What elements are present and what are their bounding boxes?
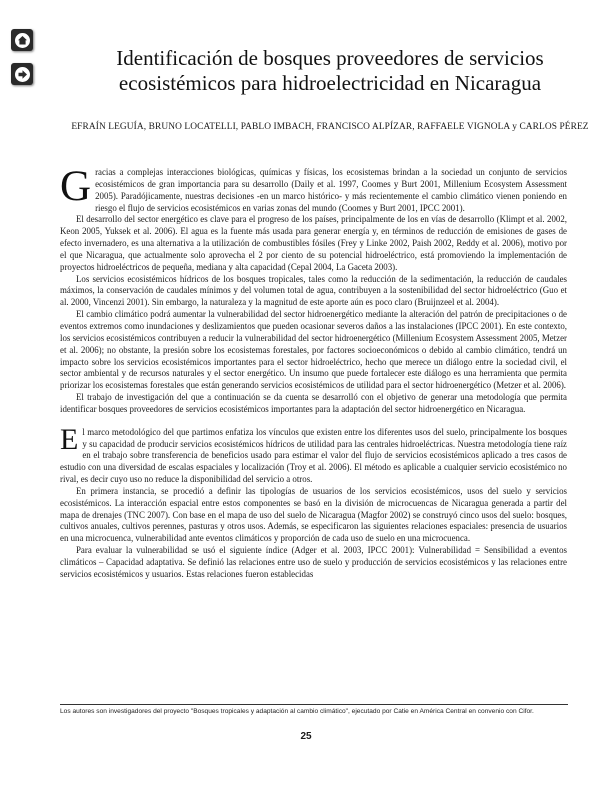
drop-cap: G <box>60 163 92 210</box>
page-title: Identificación de bosques proveedores de servicios ecosistémicos para hidroelectricidad en Nicaragua <box>116 46 544 95</box>
next-page-button[interactable] <box>11 63 33 85</box>
paragraph: Para evaluar la vulnerabilidad se usó el siguiente índice (Adger et al. 2003, IPCC 2001): Vulnerabilidad = Sensibilidad a eventos climáticos – Capacidad adaptativa. Se definió las relaciones entre uso de suelo y producción de servicios ecosistémicos y las relaciones entre servicios ecosistémicos y usuarios. Estas relaciones fueron establecidas <box>60 545 567 579</box>
arrow-right-icon <box>15 67 30 82</box>
drop-cap: E <box>60 422 79 456</box>
footnote-divider <box>60 704 568 705</box>
home-icon <box>15 33 30 48</box>
article-body <box>60 163 567 581</box>
paragraph: Gracias a complejas interacciones biológicas, químicas y físicas, los ecosistemas brindan a la sociedad un conjunto de servicios ecosistémicos de gran importancia para su desarrollo (Daily et al. 1997, Coomes y Burt 2001, Millenium Ecosystem Assessment 2005). Paradójicamente, nuestras decisiones -en un marco histórico- y más recientemente el cambio climático vienen poniendo en riesgo el flujo de servicios ecosistémicos en varias zonas del mundo (Coomes y Burt 2001, IPCC 2001). <box>60 163 567 213</box>
paragraph: En primera instancia, se procedió a definir las tipologías de usuarios de los servicios ecosistémicos, usos del suelo y servicios ecosistémicos. La interacción espacial entre estos componentes se basó en la división de microcuencas de Nicaragua generada a partir del mapa de drenajes (TNC 2007). Con base en el mapa de uso del suelo de Nicaragua (Magfor 2002) se construyó cinco usos del suelo: bosques, cultivos anuales, cultivos perennes, pasturas y otros usos. Además, se especificaron las siguientes relaciones espaciales: presencia de usuarios en una microcuenca, vulnerabilidad ante eventos climáticos y proporción de cada uso de suelo en una microcuenca. <box>60 485 567 544</box>
paragraph: El marco metodológico del que partimos enfatiza los vínculos que existen entre los diferentes usos del suelo, principalmente los bosques y su capacidad de producir servicios ecosistémicos hídricos de utilidad para las centrales hidroeléctricas. Nuestra metodología tiene raíz en el trabajo sobre transferencia de beneficios usado para estimar el valor del flujo de servicios ecosistémicos aplicado a tres casos de estudio con una diversidad de escalas espaciales y localización (Troy et al. 2006). El método es aplicable a cualquier servicio ecosistémico no rival, es decir cuyo uso no reduce la disponibilidad del servicio a otros. <box>60 422 567 485</box>
paragraph: El desarrollo del sector energético es clave para el progreso de los países, principalmente de los en vías de desarrollo (Klimpt et al. 2002, Keon 2005, Yuksek et al. 2006). El agua es la fuente más usada para generar energía y, en términos de reducción de emisiones de gases de efecto invernadero, es una alternativa a la utilización de combustibles fósiles (Frey y Linke 2002, Paish 2002, Reddy et al. 2006), motivo por el que Nicaragua, que actualmente solo aprovecha el 2 por ciento de su potencial hidroeléctrico, está promoviendo la implementación de proyectos hidroeléctricos de pequeña, mediana y alta capacidad (Cepal 2004, La Gaceta 2003). <box>60 214 567 272</box>
footnote: Los autores son investigadores del proyecto "Bosques tropicales y adaptación al cambio climático", ejecutado por Catie en América Central en convenio con Cifor. <box>60 708 534 715</box>
paragraph: Los servicios ecosistémicos hídricos de los bosques tropicales, tales como la reducción de la sedimentación, la reducción de caudales máximos, la conservación de caudales mínimos y del volumen total de agua, contribuyen a la sostenibilidad del sector hidroeléctrico (Guo et al. 2000, Vincenzi 2001). Sin embargo, la naturaleza y la magnitud de este aporte aún es poco claro (Bruijnzeel et al. 2004). <box>60 273 567 308</box>
paragraph: El cambio climático podrá aumentar la vulnerabilidad del sector hidroenergético mediante la alteración del patrón de precipitaciones o de eventos extremos como inundaciones y deslizamientos que pueden ocasionar severos daños a las instalaciones (IPCC 2001). En este contexto, los servicios ecosistémicos contribuyen a reducir la vulnerabilidad del sector hidroenergético (Millenium Ecosystem Assessment 2005, Metzer et al. 2006); no obstante, la presión sobre los ecosistemas forestales, por factores socioeconómicos o debido al cambio climático, tendrá un impacto sobre los servicios ecosistémicos importantes para el sector hidroeléctrico, hecho que merece un diálogo entre la sociedad civil, el sector ambiental y de recursos naturales y el sector energético. Un insumo que puede fortalecer este diálogo es una herramienta que permita priorizar los ecosistemas forestales que están generando servicios ecosistémicos de utilidad para el sector hidroenergético (Metzer et al. 2006). <box>60 309 567 391</box>
authors: EFRAÍN LEGUÍA, BRUNO LOCATELLI, PABLO IMBACH, FRANCISCO ALPÍZAR, RAFFAELE VIGNOLA y CARLOS PÉREZ <box>71 122 589 132</box>
home-button[interactable] <box>11 29 33 51</box>
page-number: 25 <box>300 731 312 742</box>
paragraph: El trabajo de investigación del que a continuación se da cuenta se desarrolló con el objetivo de generar una metodología que permita identificar bosques proveedores de servicios ecosistémicos importantes para la adaptación del sector hidroenergético en Nicaragua. <box>60 392 567 414</box>
